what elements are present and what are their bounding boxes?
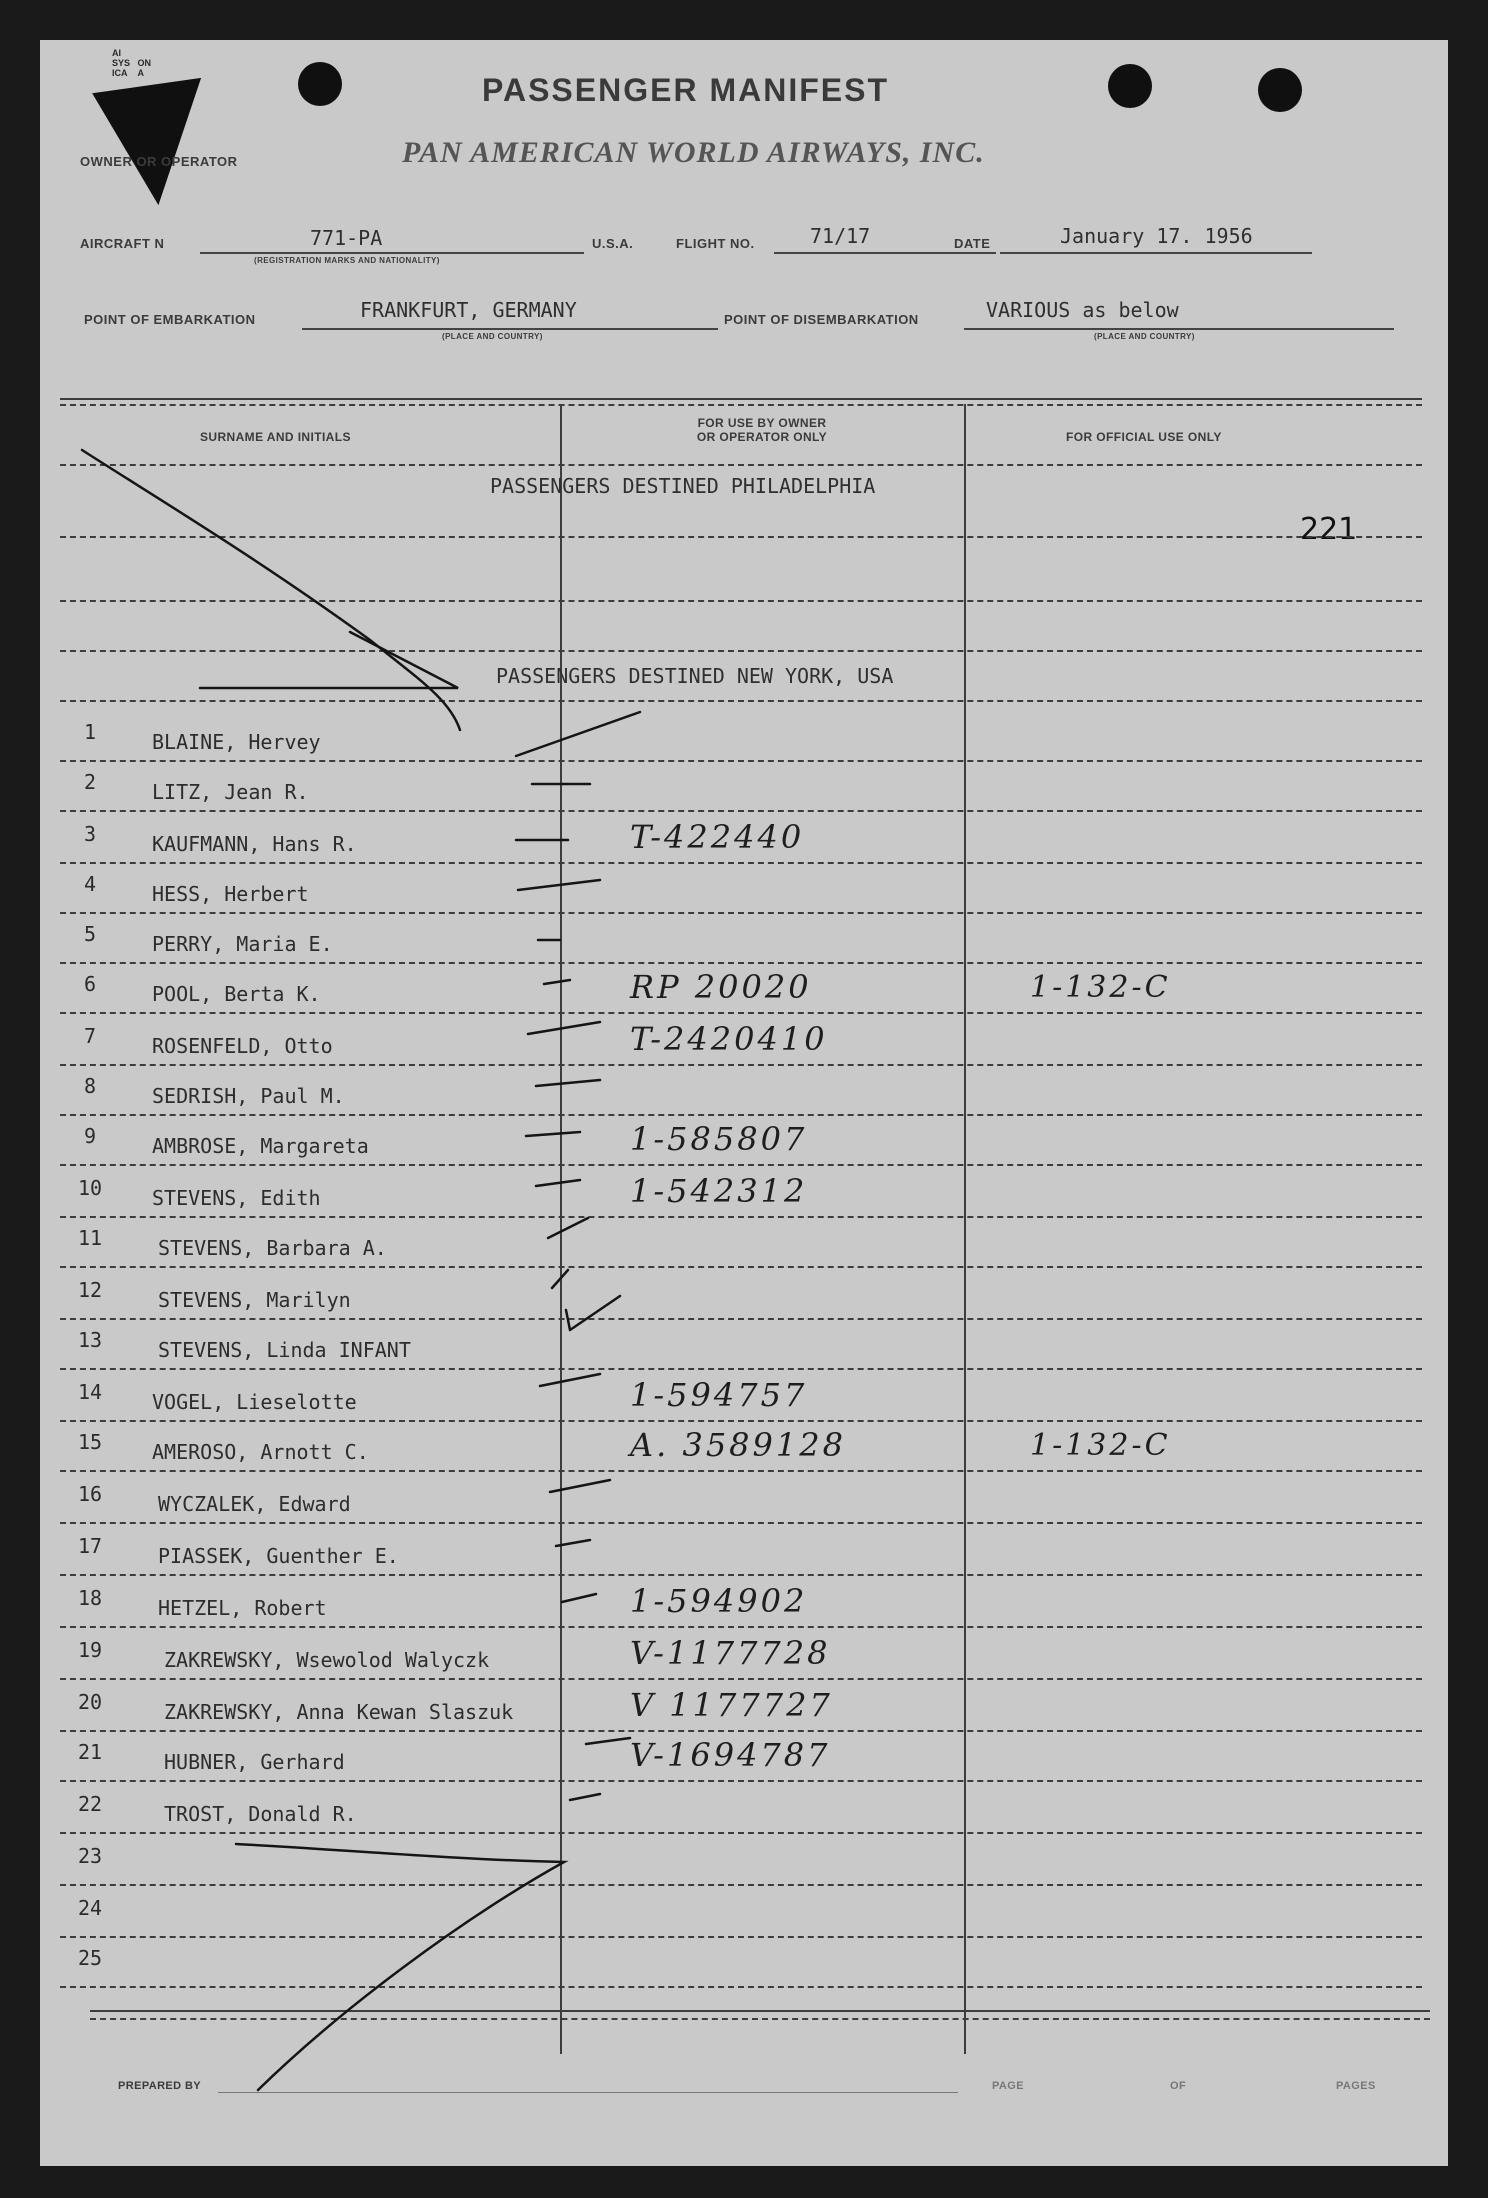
- row-number: 10: [77, 1176, 103, 1200]
- passenger-document-number: T-2420410: [630, 1020, 828, 1058]
- row-number: 23: [77, 1844, 103, 1868]
- aircraft-label: AIRCRAFT N: [80, 236, 165, 251]
- row-number: 5: [83, 922, 97, 946]
- passenger-document-number: T-422440: [630, 818, 805, 856]
- operator-header-line1: FOR USE BY OWNER: [697, 416, 827, 430]
- passenger-name: ROSENFELD, Otto: [152, 1034, 333, 1058]
- passenger-name: BLAINE, Hervey: [152, 730, 321, 754]
- passenger-name: POOL, Berta K.: [152, 982, 321, 1006]
- passenger-document-number: V-1177728: [630, 1634, 831, 1672]
- disembarkation-value: VARIOUS as below: [986, 298, 1179, 322]
- row-number: 14: [77, 1380, 103, 1404]
- disembarkation-caption: (PLACE AND COUNTRY): [1094, 332, 1195, 341]
- section-new-york: PASSENGERS DESTINED NEW YORK, USA: [496, 664, 894, 688]
- pen-marks: [40, 40, 1448, 2166]
- column-header-official: FOR OFFICIAL USE ONLY: [1066, 430, 1222, 444]
- row-number: 4: [83, 872, 97, 896]
- row-number: 17: [77, 1534, 103, 1558]
- page-label: PAGE: [992, 2080, 1024, 2092]
- row-number: 24: [77, 1896, 103, 1920]
- passenger-document-number: RP 20020: [630, 968, 812, 1006]
- tick-mark-1: [516, 712, 640, 756]
- pages-label: PAGES: [1336, 2080, 1376, 2092]
- passenger-official-note: 1-132-C: [1030, 970, 1171, 1005]
- tick-mark-14: [540, 1374, 600, 1386]
- usa-label: U.S.A.: [592, 236, 634, 251]
- tick-mark-12: [552, 1270, 568, 1288]
- page-title: PASSENGER MANIFEST: [482, 72, 889, 108]
- passenger-name: AMEROSO, Arnott C.: [152, 1440, 369, 1464]
- airline-name: PAN AMERICAN WORLD AIRWAYS, INC.: [402, 136, 985, 169]
- row-number: 2: [83, 770, 97, 794]
- column-header-surname: SURNAME AND INITIALS: [200, 430, 351, 444]
- passenger-name: HETZEL, Robert: [158, 1596, 327, 1620]
- row-number: 7: [83, 1024, 97, 1048]
- passenger-name: STEVENS, Barbara A.: [158, 1236, 387, 1260]
- prepared-by-label: PREPARED BY: [118, 2080, 202, 2092]
- row-number: 16: [77, 1482, 103, 1506]
- passenger-name: STEVENS, Edith: [152, 1186, 321, 1210]
- passenger-name: ZAKREWSKY, Anna Kewan Slaszuk: [164, 1700, 514, 1724]
- tick-mark-17: [556, 1540, 590, 1546]
- tick-mark-11: [548, 1218, 588, 1238]
- row-number: 1: [83, 720, 97, 744]
- date-value: January 17. 1956: [1060, 224, 1253, 248]
- passenger-document-number: 1-542312: [630, 1172, 808, 1210]
- tick-mark-7: [528, 1022, 600, 1034]
- row-number: 25: [77, 1946, 103, 1970]
- tick-mark-10: [536, 1180, 580, 1186]
- passenger-document-number: 1-585807: [630, 1120, 808, 1158]
- row-number: 3: [83, 822, 97, 846]
- passenger-document-number: V-1694787: [630, 1736, 831, 1774]
- official-number: 221: [1300, 512, 1358, 547]
- tick-mark-6: [544, 980, 570, 984]
- of-label: OF: [1170, 2080, 1187, 2092]
- passenger-name: HUBNER, Gerhard: [164, 1750, 345, 1774]
- tick-mark-4: [518, 880, 600, 890]
- passenger-name: HESS, Herbert: [152, 882, 309, 906]
- embarkation-caption: (PLACE AND COUNTRY): [442, 332, 543, 341]
- manifest-sheet: [40, 40, 1448, 2166]
- row-number: 22: [77, 1792, 103, 1816]
- cross-out-line-3: [236, 1844, 564, 2090]
- aircraft-value: 771-PA: [310, 226, 383, 250]
- row-number: 21: [77, 1740, 103, 1764]
- owner-label: OWNER OR OPERATOR: [80, 154, 238, 169]
- passenger-document-number: 1-594757: [630, 1376, 808, 1414]
- tick-mark-13: [566, 1296, 620, 1330]
- passenger-name: KAUFMANN, Hans R.: [152, 832, 357, 856]
- disembarkation-label: POINT OF DISEMBARKATION: [724, 312, 919, 327]
- passenger-name: PIASSEK, Guenther E.: [158, 1544, 399, 1568]
- tick-mark-16: [550, 1480, 610, 1492]
- flight-value: 71/17: [810, 224, 871, 248]
- tick-mark-9: [526, 1132, 580, 1136]
- corner-logo-fragment: AI SYS ON ICA A: [112, 48, 152, 78]
- passenger-document-number: A. 3589128: [630, 1426, 846, 1464]
- registration-caption: (REGISTRATION MARKS AND NATIONALITY): [254, 256, 440, 265]
- passenger-name: AMBROSE, Margareta: [152, 1134, 369, 1158]
- embarkation-label: POINT OF EMBARKATION: [84, 312, 256, 327]
- tick-mark-8: [536, 1080, 600, 1086]
- row-number: 15: [77, 1430, 103, 1454]
- row-number: 6: [83, 972, 97, 996]
- row-number: 12: [77, 1278, 103, 1302]
- passenger-name: SEDRISH, Paul M.: [152, 1084, 345, 1108]
- passenger-name: LITZ, Jean R.: [152, 780, 309, 804]
- operator-header-line2: OR OPERATOR ONLY: [696, 430, 828, 444]
- row-number: 19: [77, 1638, 103, 1662]
- section-philadelphia: PASSENGERS DESTINED PHILADELPHIA: [490, 474, 876, 498]
- date-label: DATE: [954, 236, 991, 251]
- passenger-name: WYCZALEK, Edward: [158, 1492, 351, 1516]
- row-number: 11: [77, 1226, 103, 1250]
- passenger-name: PERRY, Maria E.: [152, 932, 333, 956]
- row-number: 9: [83, 1124, 97, 1148]
- passenger-name: VOGEL, Lieselotte: [152, 1390, 357, 1414]
- row-number: 18: [77, 1586, 103, 1610]
- embarkation-value: FRANKFURT, GERMANY: [360, 298, 577, 322]
- passenger-document-number: V 1177727: [630, 1686, 833, 1724]
- flight-label: FLIGHT NO.: [676, 236, 755, 251]
- passenger-name: STEVENS, Marilyn: [158, 1288, 351, 1312]
- tick-mark-18: [562, 1594, 596, 1602]
- row-number: 20: [77, 1690, 103, 1714]
- row-number: 8: [83, 1074, 97, 1098]
- row-number: 13: [77, 1328, 103, 1352]
- passenger-name: STEVENS, Linda INFANT: [158, 1338, 411, 1362]
- passenger-name: ZAKREWSKY, Wsewolod Walyczk: [164, 1648, 490, 1672]
- passenger-document-number: 1-594902: [630, 1582, 808, 1620]
- passenger-official-note: 1-132-C: [1030, 1428, 1171, 1463]
- tick-mark-22: [570, 1794, 600, 1800]
- passenger-name: TROST, Donald R.: [164, 1802, 357, 1826]
- tick-mark-21: [586, 1738, 630, 1744]
